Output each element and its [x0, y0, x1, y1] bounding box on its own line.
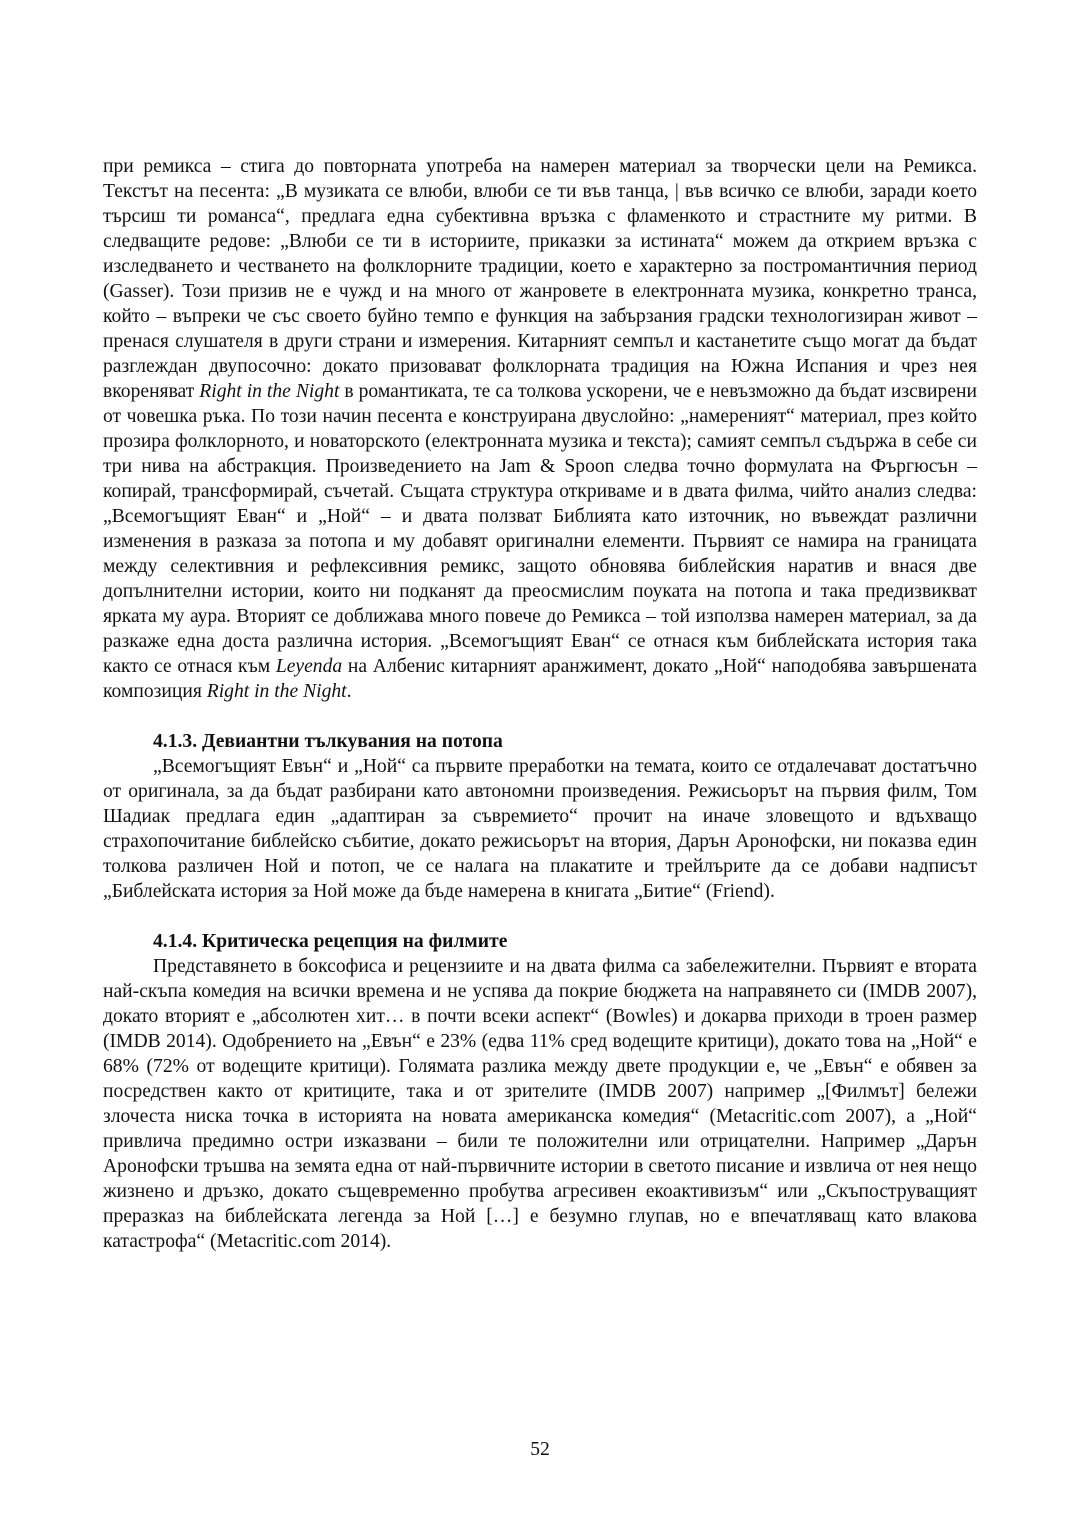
section-paragraph-4-1-4: Представянето в боксофиса и рецензиите и на двата филма са забележителни. Първият е втората най-скъпа комедия на всички времена и не успява да покрие бюджета на направянето си (IMDB 2007), докато вторият е „абсолютен хит… в почти всеки аспект“ (Bowles) и докарва приходи в троен размер (IMDB 2014). Одобрението на „Евън“ е 23% (едва 11% сред водещите критици), докато това на „Ной“ е 68% (72% от водещите критици). Голямата разлика между двете продукции е, че „Евън“ е обявен за посредствен както от критиците, така и от зрителите (IMDB 2007) например „[Филмът] бележи злочеста ниска точка в историята на новата американска комедия“ (Metacritic.com 2007), а „Ной“ привлича предимно остри изказвани – били те положителни или отрицателни. Например „Дарън Аронофски тръшва на земята една от най-първичните истории в светото писание и извлича от нея нещо жизнено и дръзко, докато същевременно пробутва агресивен екоактивизъм“ или „Скъпоструващият преразказ на библейската легенда за Ной […] е безумно глупав, но е впечатляващ като влакова катастрофа“ (Metacritic.com 2014).	[103, 956, 977, 1252]
spacer	[103, 904, 977, 929]
song-title-italic: Right in the Night	[199, 381, 340, 402]
section-heading-4-1-3: 4.1.3. Девиантни тълкувания на потопа	[153, 731, 503, 752]
text-segment: при ремикса – стига до повторната употреба на намерен материал за творчески цели на Ремикса. Текстът на песента: „В музиката се влюби, влюби се ти във танца, | във всичко се влюби, заради което търсиш ти романса“, предлага една субективна връзка с фламенкото и страстните му ритми. В следващите редове: „Влюби се ти в историите, приказки за истината“ можем да открием връзка с изследването и честването на фолклорните традиции, което е характерно за постромантичния период (Gasser). Този призив не е чужд и на много от жанровете в електронната музика, конкретно транса, който – въпреки че със своето буйно темпо е функция на забързания градски технологизиран живот – пренася слушателя в други страни и измерения. Китарният семпъл и кастанетите също могат да бъдат разглеждан двупосочно: докато призовават фолклорната традиция на Южна Испания и чрез нея вкореняват	[103, 156, 977, 402]
page-number: 52	[530, 1439, 550, 1460]
text-segment: в романтиката, те са толкова ускорени, че е невъзможно да бъдат изсвирени от човешка ръка. По този начин песента е конструирана двуслойно: „намереният“ материал, през който прозира фолклорното, и новаторското (електронната музика и текста); самият семпъл съдържа в себе си три нива на абстракция. Произведението на Jam & Spoon следва точно формулата на Фъргюсън – копирай, трансформирай, съчетай. Същата структура откриваме и в двата филма, чийто анализ следва: „Всемогъщият Еван“ и „Ной“ – и двата ползват Библията като източник, но въвеждат различни изменения в разказа за потопа и му добавят оригинални елементи. Първият се намира на границата между селективния и рефлексивния ремикс, защото обновява библейския наратив и внася две допълнителни истории, които ни подканят да преосмислим поуката на потопа и така предизвикват ярката му аура. Вторият се доближава много повече до Ремикса – той използва намерен материал, за да разкаже една доста различна история. „Всемогъщият Еван“ се отнася към библейската история така както се отнася към	[103, 381, 978, 677]
spacer	[103, 704, 977, 729]
section-paragraph-4-1-3: „Всемогъщият Евън“ и „Ной“ са първите преработки на темата, които се отдалечават достатъчно от оригинала, за да бъдат разбирани като автономни произведения. Режисьорът на първия филм, Том Шадиак предлага един „адаптиран за съвремието“ прочит на иначе зловещото и вдъхващо страхопочитание библейско събитие, докато режисьорът на втория, Дарън Аронофски, ни показва един толкова различен Ной и потоп, че се налага на плакатите и трейлърите да се добави надписът „Библейската история за Ной може да бъде намерена в книгата „Битие“ (Friend).	[103, 756, 977, 902]
text-segment: на Албенис китарният аранжимент, докато „Ной“ наподобява завършената композиция	[103, 656, 977, 702]
section-heading-4-1-4: 4.1.4. Критическа рецепция на филмите	[153, 931, 508, 952]
body-paragraph-remix	[103, 154, 977, 704]
page-body	[103, 154, 977, 1254]
work-title-italic: Leyenda	[275, 656, 343, 677]
text-segment: .	[346, 681, 352, 702]
song-title-italic: Right in the Night	[206, 681, 347, 702]
